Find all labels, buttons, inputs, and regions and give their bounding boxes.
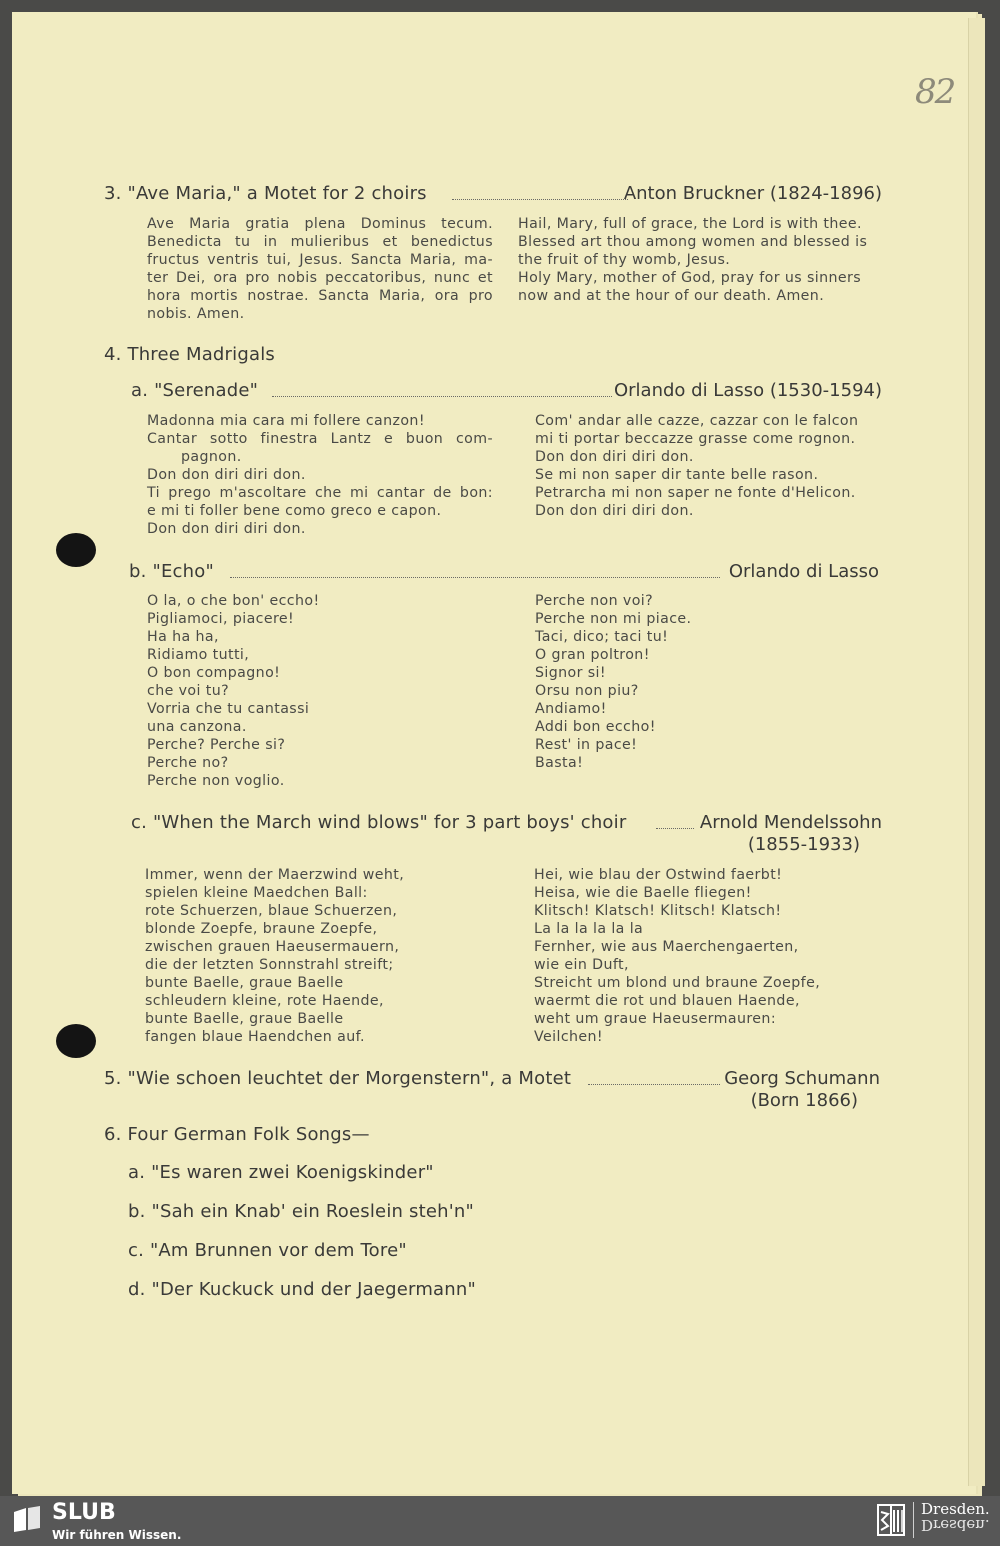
lyric-line: rote Schuerzen, blaue Schuerzen,	[145, 903, 398, 919]
lyric-line: Taci, dico; taci tu!	[535, 629, 669, 645]
lyric-line: Perche no?	[147, 755, 229, 771]
lyric-line: Perche? Perche si?	[147, 737, 286, 753]
dotted-leader	[656, 828, 694, 829]
lyric-line: Fernher, wie aus Maerchengaerten,	[534, 939, 799, 955]
lyric-line: Perche non voi?	[535, 593, 654, 609]
punch-hole	[56, 533, 96, 567]
lyric-line: Pigliamoci, piacere!	[147, 611, 295, 627]
lyric-line: e mi ti foller bene como greco e capon.	[147, 503, 442, 519]
lyric-line: Addi bon eccho!	[535, 719, 656, 735]
lyric-line: nobis. Amen.	[147, 306, 245, 322]
lyric-line: Ha ha ha,	[147, 629, 219, 645]
lyric-line: Andiamo!	[535, 701, 607, 717]
item-6-title: 6. Four German Folk Songs—	[104, 1124, 370, 1145]
item-4b-composer: Orlando di Lasso	[728, 561, 879, 582]
item-4-title: 4. Three Madrigals	[104, 344, 275, 365]
lyric-line: O la, o che bon' eccho!	[147, 593, 320, 609]
lyric-line: fangen blaue Haendchen auf.	[145, 1029, 365, 1045]
lyric-line: Orsu non piu?	[535, 683, 639, 699]
dresden-logo-line: Dresden.	[921, 1500, 990, 1518]
item-4a-left-text	[147, 412, 493, 538]
lyric-line: the fruit of thy womb, Jesus.	[518, 252, 731, 268]
lyric-line: ter Dei, ora pro nobis peccatoribus, nunc et	[147, 270, 493, 286]
lyric-line: Don don diri diri don.	[147, 521, 306, 537]
lyric-line: zwischen grauen Haeusermauern,	[145, 939, 400, 955]
lyric-line: una canzona.	[147, 719, 247, 735]
lyric-line: Perche non voglio.	[147, 773, 285, 789]
underlying-page-edge	[968, 18, 985, 1486]
slub-tagline: Wir führen Wissen.	[52, 1528, 182, 1542]
lyric-line: Don don diri diri don.	[535, 503, 694, 519]
lyric-line: bunte Baelle, graue Baelle	[145, 975, 344, 991]
dotted-leader	[452, 199, 628, 200]
lyric-line: die der letzten Sonnstrahl streift;	[145, 957, 394, 973]
item-5-composer: Georg Schumann	[724, 1068, 880, 1089]
lyric-line: O gran poltron!	[535, 647, 650, 663]
lyric-line: Don don diri diri don.	[147, 467, 306, 483]
lyric-line: Vorria che tu cantassi	[147, 701, 310, 717]
lyric-line: Holy Mary, mother of God, pray for us sinners	[518, 270, 862, 286]
lyric-line: Don don diri diri don.	[535, 449, 694, 465]
slub-book-icon	[12, 1504, 42, 1534]
item-4a-right-text	[535, 412, 880, 520]
item-4c-left-text	[145, 866, 495, 1046]
lyric-line: Perche non mi piace.	[535, 611, 692, 627]
handwritten-page-number: 82	[915, 72, 955, 112]
item-3-english-text	[518, 215, 884, 305]
lyric-line: Petrarcha mi non saper ne fonte d'Helicon.	[535, 485, 856, 501]
dresden-logo-text	[921, 1502, 990, 1532]
item-6-song: b. "Sah ein Knab' ein Roeslein steh'n"	[128, 1201, 475, 1222]
punch-hole	[56, 1024, 96, 1058]
dresden-logo-reflection: Dresden.	[921, 1516, 990, 1534]
lyric-line: che voi tu?	[147, 683, 230, 699]
item-6-song: c. "Am Brunnen vor dem Tore"	[128, 1240, 407, 1261]
item-3-latin-text	[147, 215, 493, 323]
item-4b-left-text	[147, 592, 487, 790]
item-4c-right-text	[534, 866, 880, 1046]
lyric-line: Ave Maria gratia plena Dominus tecum.	[147, 216, 493, 232]
lyric-line: fructus ventris tui, Jesus. Sancta Maria, ma-	[147, 252, 493, 268]
dresden-coat-of-arms-icon	[877, 1504, 905, 1536]
lyric-line: Veilchen!	[534, 1029, 604, 1045]
lyric-line: Ti prego m'ascoltare che mi cantar de bon:	[147, 485, 493, 501]
lyric-line: Heisa, wie die Baelle fliegen!	[534, 885, 752, 901]
lyric-line: Madonna mia cara mi follere canzon!	[147, 413, 425, 429]
item-4c-title: c. "When the March wind blows" for 3 part boys' choir	[131, 812, 627, 833]
lyric-line: now and at the hour of our death. Amen.	[518, 288, 825, 304]
item-3-composer: Anton Bruckner (1824-1896)	[623, 183, 882, 204]
lyric-line: Basta!	[535, 755, 584, 771]
item-4c-composer: Arnold Mendelssohn	[699, 812, 882, 833]
lyric-line: Blessed art thou among women and blessed is	[518, 234, 868, 250]
lyric-line: Se mi non saper dir tante belle rason.	[535, 467, 819, 483]
lyric-line: Streicht um blond und braune Zoepfe,	[534, 975, 821, 991]
lyric-line: Ridiamo tutti,	[147, 647, 250, 663]
item-4b-title: b. "Echo"	[129, 561, 214, 582]
lyric-line: Benedicta tu in mulieribus et benedictus	[147, 234, 493, 250]
lyric-line: Cantar sotto finestra Lantz e buon com-	[147, 431, 493, 447]
lyric-line: Signor si!	[535, 665, 606, 681]
item-5-title: 5. "Wie schoen leuchtet der Morgenstern", a Motet	[104, 1068, 572, 1089]
footer-divider	[913, 1502, 914, 1538]
lyric-line: La la la la la la	[534, 921, 644, 937]
lyric-line: hora mortis nostrae. Sancta Maria, ora pro	[147, 288, 493, 304]
item-4a-title: a. "Serenade"	[131, 380, 259, 401]
lyric-line: waermt die rot und blauen Haende,	[534, 993, 800, 1009]
lyric-line: Klitsch! Klatsch! Klitsch! Klatsch!	[534, 903, 782, 919]
item-4b-right-text	[535, 592, 875, 772]
item-6-song: a. "Es waren zwei Koenigskinder"	[128, 1162, 434, 1183]
lyric-line: bunte Baelle, graue Baelle	[145, 1011, 344, 1027]
lyric-line: Hail, Mary, full of grace, the Lord is with thee.	[518, 216, 862, 232]
dotted-leader	[588, 1084, 720, 1085]
item-4c-dates: (1855-1933)	[747, 834, 860, 855]
lyric-line: Rest' in pace!	[535, 737, 638, 753]
lyric-line: Hei, wie blau der Ostwind faerbt!	[534, 867, 783, 883]
lyric-line: O bon compagno!	[147, 665, 281, 681]
lyric-line: wie ein Duft,	[534, 957, 629, 973]
lyric-line: schleudern kleine, rote Haende,	[145, 993, 384, 1009]
slub-logo-text: SLUB	[52, 1500, 116, 1525]
item-5-dates: (Born 1866)	[750, 1090, 858, 1111]
item-4a-composer: Orlando di Lasso (1530-1594)	[613, 380, 882, 401]
item-3-title: 3. "Ave Maria," a Motet for 2 choirs	[104, 183, 427, 204]
lyric-line: Immer, wenn der Maerzwind weht,	[145, 867, 405, 883]
lyric-line: Com' andar alle cazze, cazzar con le falcon	[535, 413, 859, 429]
footer-bar	[0, 1496, 1000, 1546]
dotted-leader	[230, 577, 720, 578]
lyric-line: pagnon.	[181, 449, 242, 465]
item-6-song: d. "Der Kuckuck und der Jaegermann"	[128, 1279, 476, 1300]
lyric-line: mi ti portar beccazze grasse come rognon.	[535, 431, 856, 447]
lyric-line: weht um graue Haeusermauren:	[534, 1011, 776, 1027]
lyric-line: blonde Zoepfe, braune Zoepfe,	[145, 921, 378, 937]
dotted-leader	[272, 396, 612, 397]
lyric-line: spielen kleine Maedchen Ball:	[145, 885, 368, 901]
